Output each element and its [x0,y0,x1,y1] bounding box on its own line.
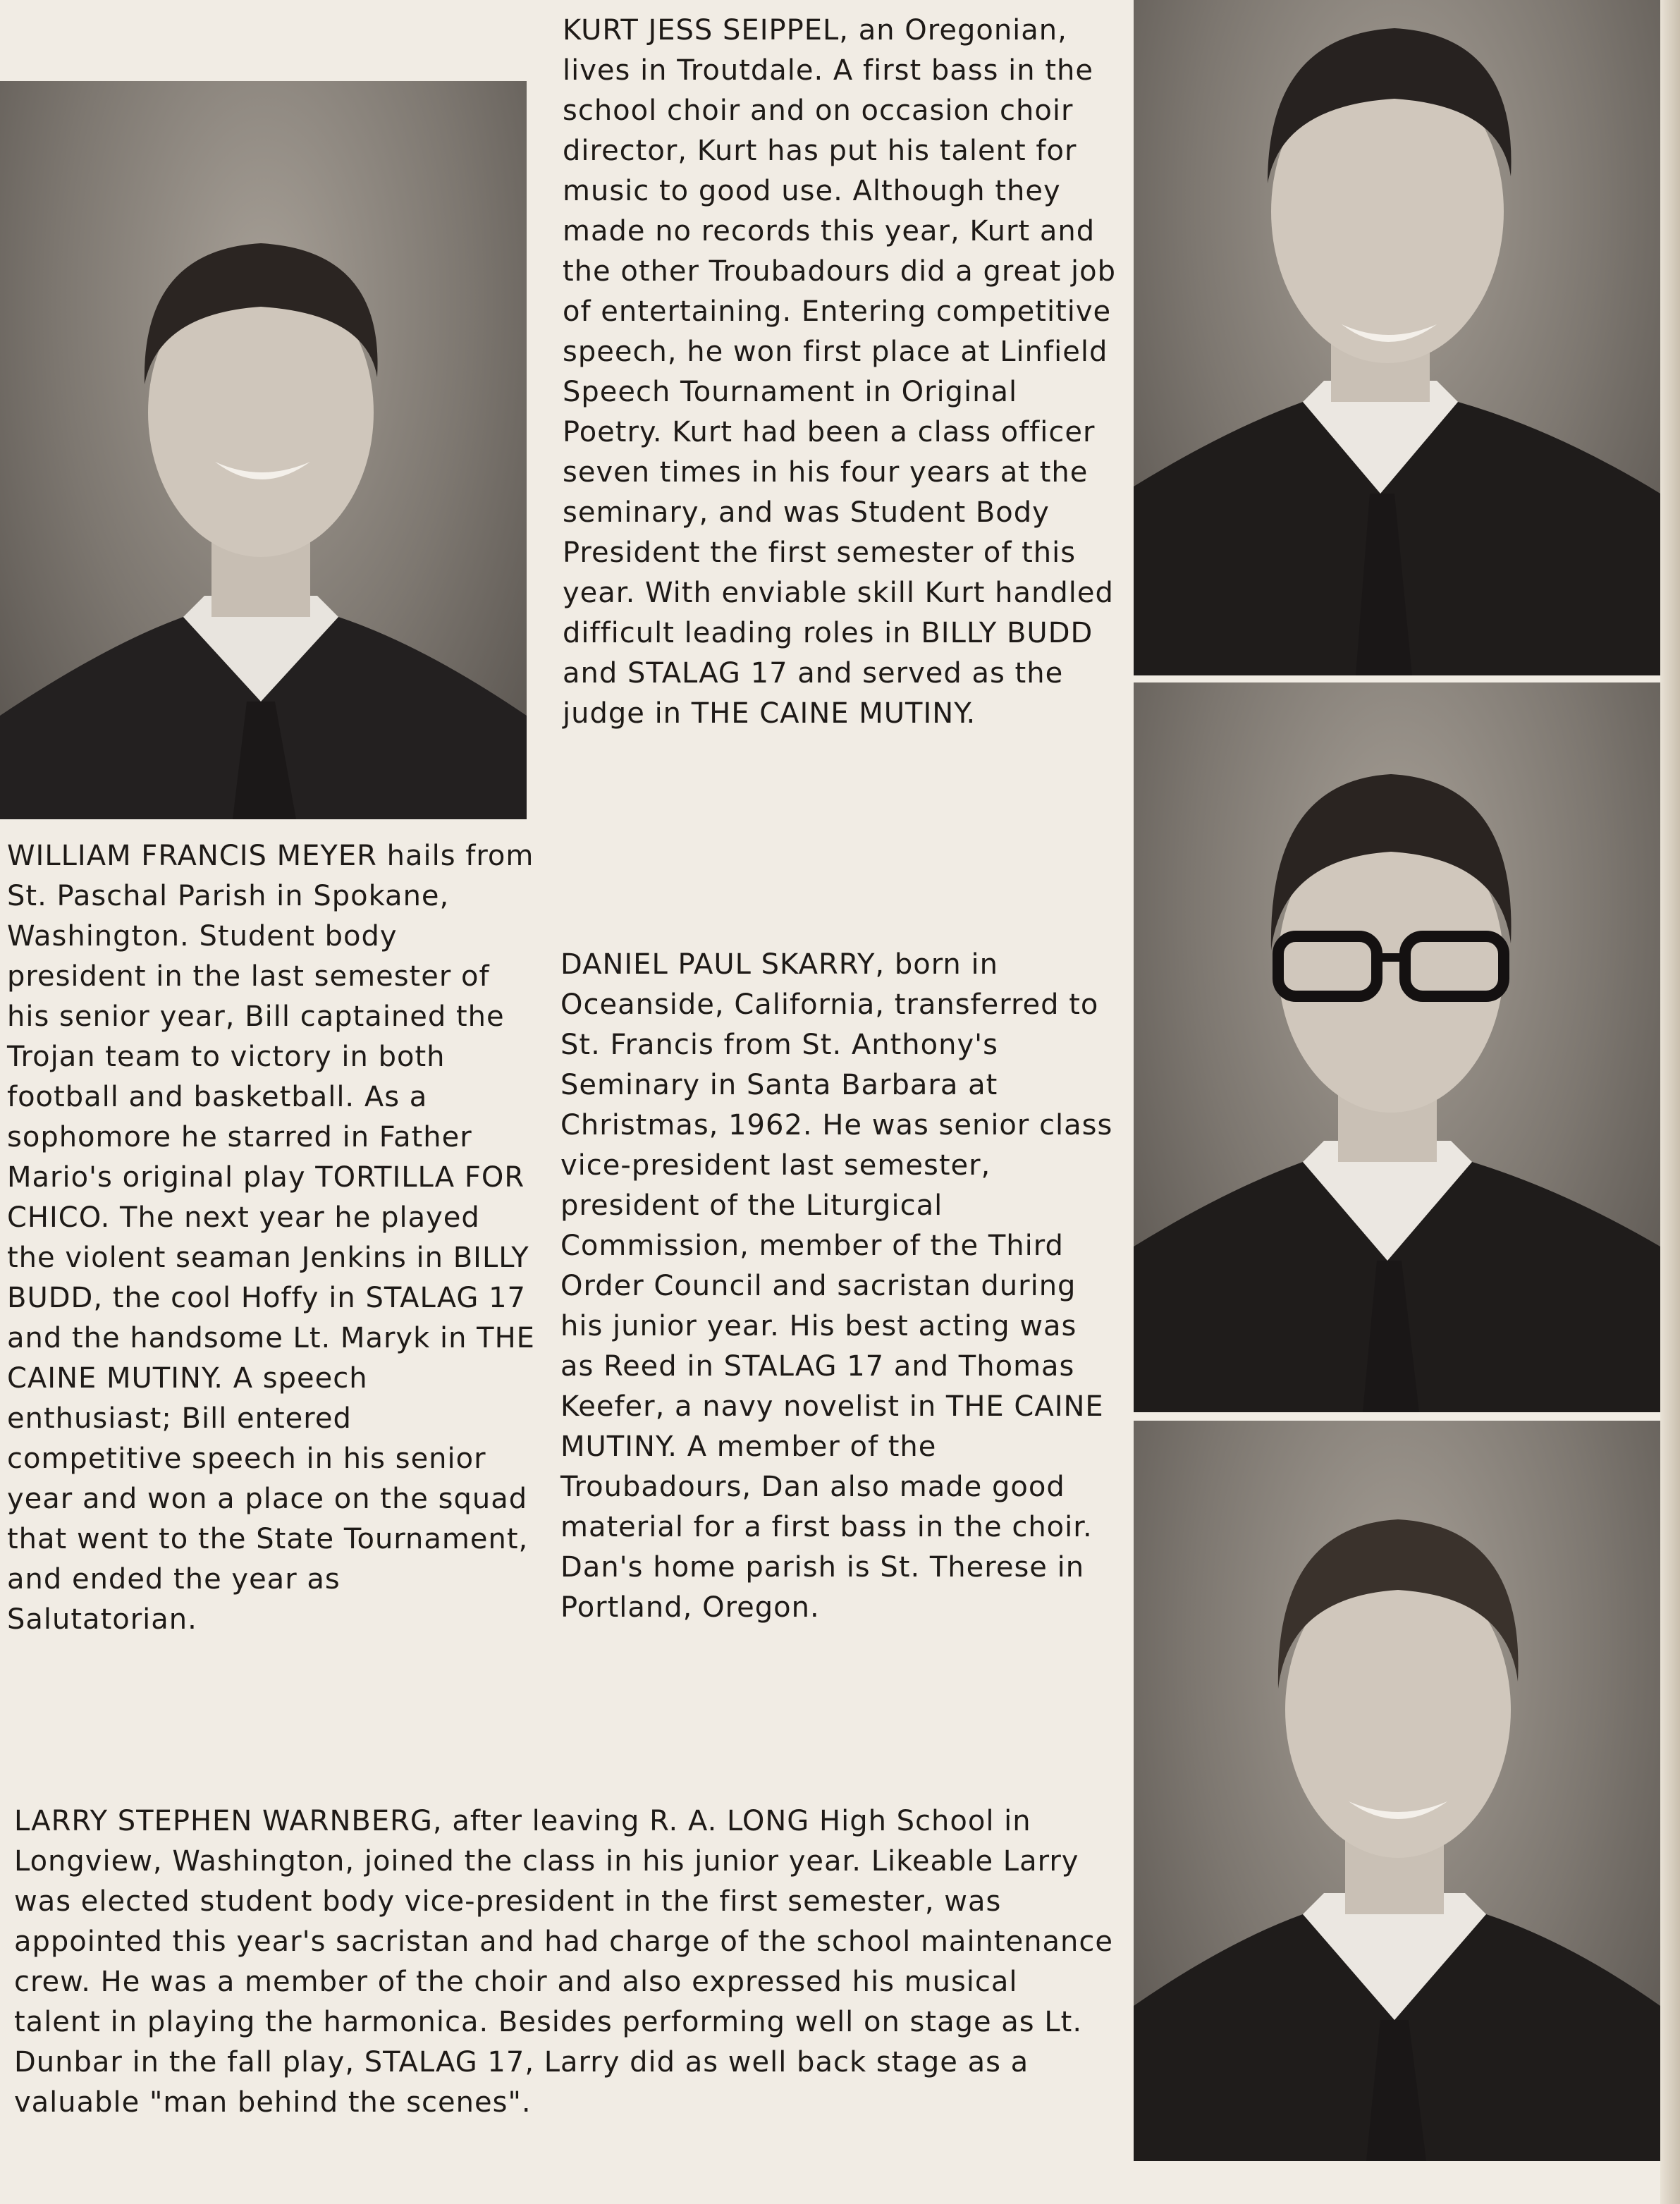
portrait-skarry [1134,682,1660,1412]
page-edge [1660,0,1680,2204]
portrait-seippel [1134,0,1660,675]
bio-skarry: DANIEL PAUL SKARRY, born in Oceanside, California, transferred to St. Francis from St. Anthony's Seminary in Santa Barbara at Christmas, 1962. He was senior class vice-president last semester, president of the Liturgical Commission, member of the Third Order Council and sacristan during his junior year. His best acting was as Reed in STALAG 17 and Thomas Keefer, a navy novelist in THE CAINE MUTINY. A member of the Troubadours, Dan also made good material for a first bass in the choir. Dan's home parish is St. Therese in Portland, Oregon. [560,948,1113,1624]
bio-meyer: WILLIAM FRANCIS MEYER hails from St. Paschal Parish in Spokane, Washington. Student body president in the last semester of his senior year, Bill captained the Trojan team to victory in both football and basketball. As a sophomore he starred in Father Mario's original play TORTILLA FOR CHICO. The next year he played the violent seaman Jenkins in BILLY BUDD, the cool Hoffy in STALAG 17 and the handsome Lt. Maryk in THE CAINE MUTINY. A speech enthusiast; Bill entered competitive speech in his senior year and won a place on the squad that went to the State Tournament, and ended the year as Salutatorian. [7,840,535,1636]
bio-seippel: KURT JESS SEIPPEL, an Oregonian, lives in Troutdale. A first bass in the school choir and on occasion choir director, Kurt has put his talent for music to good use. Although they made no records this year, Kurt and the other Troubadours did a great job of entertaining. Entering competitive speech, he won first place at Linfield Speech Tournament in Original Poetry. Kurt had been a class officer seven times in his four years at the seminary, and was Student Body President the first semester of this year. With enviable skill Kurt handled difficult leading roles in BILLY BUDD and STALAG 17 and served as the judge in THE CAINE MUTINY. [563,14,1116,730]
portrait-warnberg [1134,1421,1660,2161]
bio-warnberg: LARRY STEPHEN WARNBERG, after leaving R. A. LONG High School in Longview, Washington, joined the class in his junior year. Likeable Larry was elected student body vice-president in the first semester, was appointed this year's sacristan and had charge of the school maintenance crew. He was a member of the choir and also expressed his musical talent in playing the harmonica. Besides performing well on stage as Lt. Dunbar in the fall play, STALAG 17, Larry did as well back stage as a valuable "man behind the scenes". [14,1805,1114,2119]
portrait-meyer [0,81,527,819]
